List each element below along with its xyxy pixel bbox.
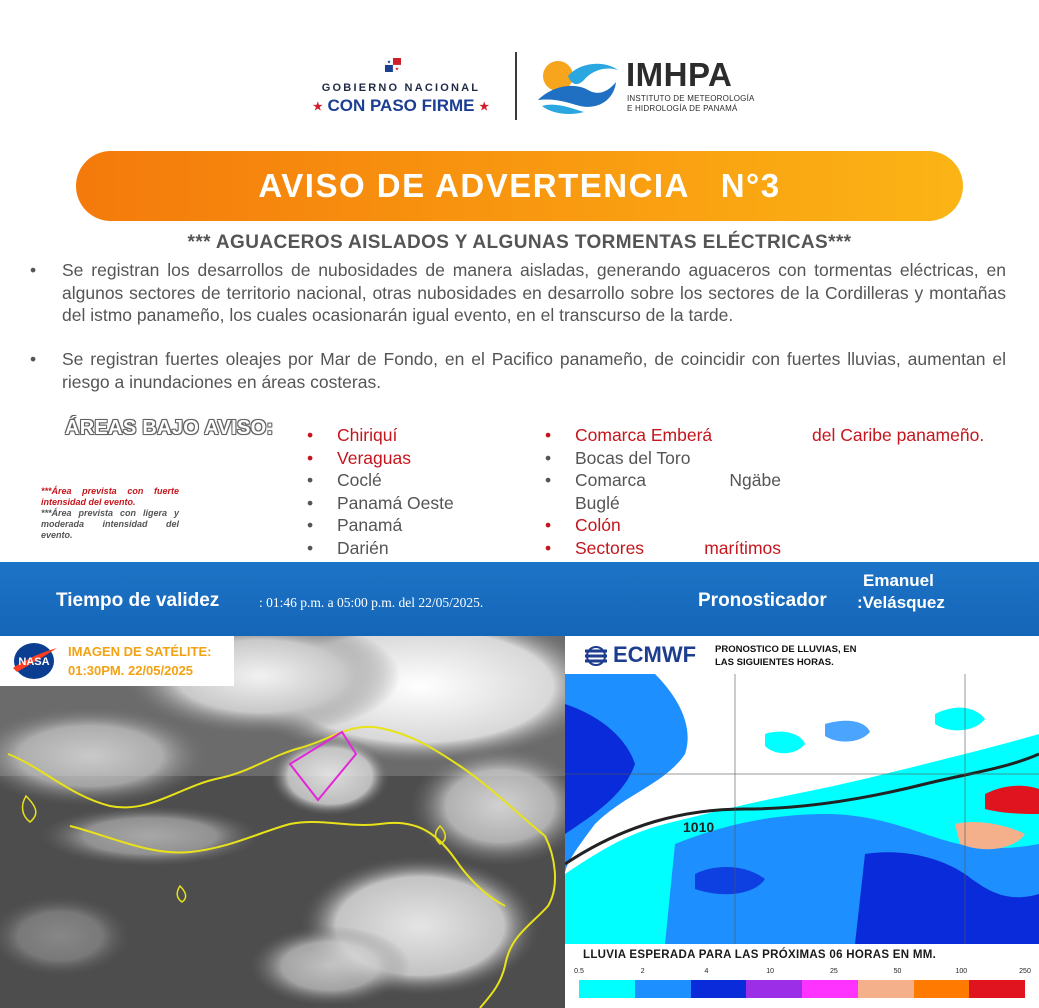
rain-scale-title: LLUVIA ESPERADA PARA LAS PRÓXIMAS 06 HORAS EN MM. [583, 949, 937, 961]
bullet-item [30, 259, 1006, 327]
areas-list-column-1 [307, 424, 527, 559]
validity-label: Tiempo de validez [56, 590, 220, 611]
rain-forecast-map [565, 674, 1039, 944]
area-item-caribe: del Caribe panameño. [812, 425, 985, 445]
areas-heading: ÁREAS BAJO AVISO: [65, 417, 274, 439]
rain-scale-swatch [914, 980, 970, 998]
gov-logo-line2 [296, 96, 506, 116]
bullet-dot: • [30, 349, 37, 369]
svg-text:★: ★ [394, 66, 400, 72]
area-ngabe-part3: Buglé [575, 492, 620, 513]
satellite-image-panel [0, 636, 568, 1008]
area-item-panama: • Panamá [307, 514, 527, 537]
areas-legend [41, 486, 179, 541]
gobierno-nacional-logo [296, 56, 506, 120]
bullet-item [30, 348, 1006, 393]
rain-scale-tick-label: 250 [1019, 968, 1031, 975]
satellite-caption-line1: IMAGEN DE SATÉLITE: [68, 644, 212, 659]
area-maritime-part2: marítimos [704, 537, 781, 558]
legend-light-intensity: ***Área prevista con ligera y moderada intensidad del evento. [41, 508, 179, 540]
page-title: AVISO DE ADVERTENCIA N°3 [258, 167, 781, 204]
satellite-caption [0, 636, 234, 686]
forecaster-label: Pronosticador [698, 590, 827, 611]
rain-scale-tick-label: 25 [829, 968, 838, 975]
nasa-badge-text: NASA [18, 656, 50, 668]
rain-scale-swatch [746, 980, 802, 998]
validity-value: : 01:46 p.m. a 05:00 p.m. del 22/05/2025. [259, 595, 484, 610]
star-icon: ★ [312, 101, 323, 114]
imhpa-subtitle-line2: E HIDROLOGÍA DE PANAMÁ [627, 104, 738, 113]
rain-scale-tick-label: 100 [955, 968, 968, 975]
star-icon: ★ [479, 101, 490, 114]
gov-logo-line1: GOBIERNO NACIONAL [321, 82, 481, 94]
rain-scale-swatch [691, 980, 747, 998]
nasa-logo-icon [9, 642, 59, 680]
forecaster-first-name: Emanuel [863, 571, 934, 590]
rain-scale-tick-label: 50 [893, 968, 902, 975]
ecmwf-logo-icon [583, 645, 609, 667]
gov-logo-slogan: CON PASO FIRME [327, 96, 475, 115]
title-banner [76, 151, 963, 221]
bullet-text: Se registran fuertes oleajes por Mar de Fondo, en el Pacifico panameño, de coincidir con fuertes lluvias, aumentan el riesgo a inundaciones en áreas costeras. [62, 349, 1006, 392]
forecaster-last-name: :Velásquez [857, 593, 945, 612]
imhpa-emblem-icon [534, 56, 620, 118]
area-item-colon: • Colón [545, 514, 781, 537]
rain-scale-ticks [575, 968, 1037, 980]
imhpa-logo [534, 54, 784, 120]
rain-scale-swatch [635, 980, 691, 998]
rain-scale-tick-label: 0.5 [574, 968, 584, 975]
area-item-maritime [545, 537, 781, 560]
area-item-cocle: • Coclé [307, 469, 527, 492]
ecmwf-brand: ECMWF [613, 642, 697, 667]
area-item-embera: • Comarca Emberá [545, 424, 781, 447]
svg-text:★: ★ [386, 59, 392, 66]
pressure-contour-label: 1010 [683, 819, 715, 835]
rain-color-scale [579, 980, 1025, 998]
imhpa-acronym: IMHPA [626, 56, 733, 93]
area-ngabe-part2: Ngäbe [729, 470, 781, 490]
bullet-text: Se registran los desarrollos de nubosidades de manera aisladas, generando aguaceros con tormentas eléctricas, en algunos sectores de territorio nacional, otras nubosidades en desarrollo sobre los sectores de la Cordilleras y montañas del istmo panameño, los cuales ocasionarán igual evento, en el transcurso de la tarde. [62, 260, 1006, 325]
bullet-dot: • [30, 260, 37, 280]
area-ngabe-part1: • Comarca [575, 470, 646, 490]
validity-bar [0, 562, 1039, 636]
area-item-veraguas: • Veraguas [307, 447, 527, 470]
area-item-chiriqui: • Chiriquí [307, 424, 527, 447]
rain-scale-tick-label: 10 [766, 968, 775, 975]
rain-scale-swatch [802, 980, 858, 998]
legend-strong-intensity: ***Área prevista con fuerte intensidad del evento. [41, 486, 179, 507]
logo-divider [515, 52, 517, 120]
warning-subtitle: *** AGUACEROS AISLADOS Y ALGUNAS TORMENTAS ELÉCTRICAS*** [187, 232, 852, 253]
rain-scale-swatch [579, 980, 635, 998]
areas-list-column-2 [545, 424, 781, 559]
rain-scale-swatch [969, 980, 1025, 998]
panama-flag-icon [385, 58, 401, 72]
imhpa-subtitle-line1: INSTITUTO DE METEOROLOGÍA [627, 94, 755, 103]
ecmwf-caption-line1: PRONOSTICO DE LLUVIAS, EN [715, 644, 857, 655]
area-item-darien: • Darién [307, 537, 527, 560]
area-maritime-part1: • Sectores [575, 537, 645, 558]
area-item-panama-oeste: • Panamá Oeste [307, 492, 527, 515]
ecmwf-caption-line2: LAS SIGUIENTES HORAS. [715, 657, 834, 668]
satellite-image [0, 636, 568, 1008]
rain-scale-tick-label: 4 [704, 968, 709, 975]
rain-scale-tick-label: 2 [640, 968, 645, 975]
ecmwf-forecast-panel [565, 636, 1039, 1008]
area-item-ngabe [545, 469, 781, 514]
satellite-caption-line2: 01:30PM. 22/05/2025 [68, 663, 194, 678]
area-item-bocas: • Bocas del Toro [545, 447, 781, 470]
rain-scale-swatch [858, 980, 914, 998]
